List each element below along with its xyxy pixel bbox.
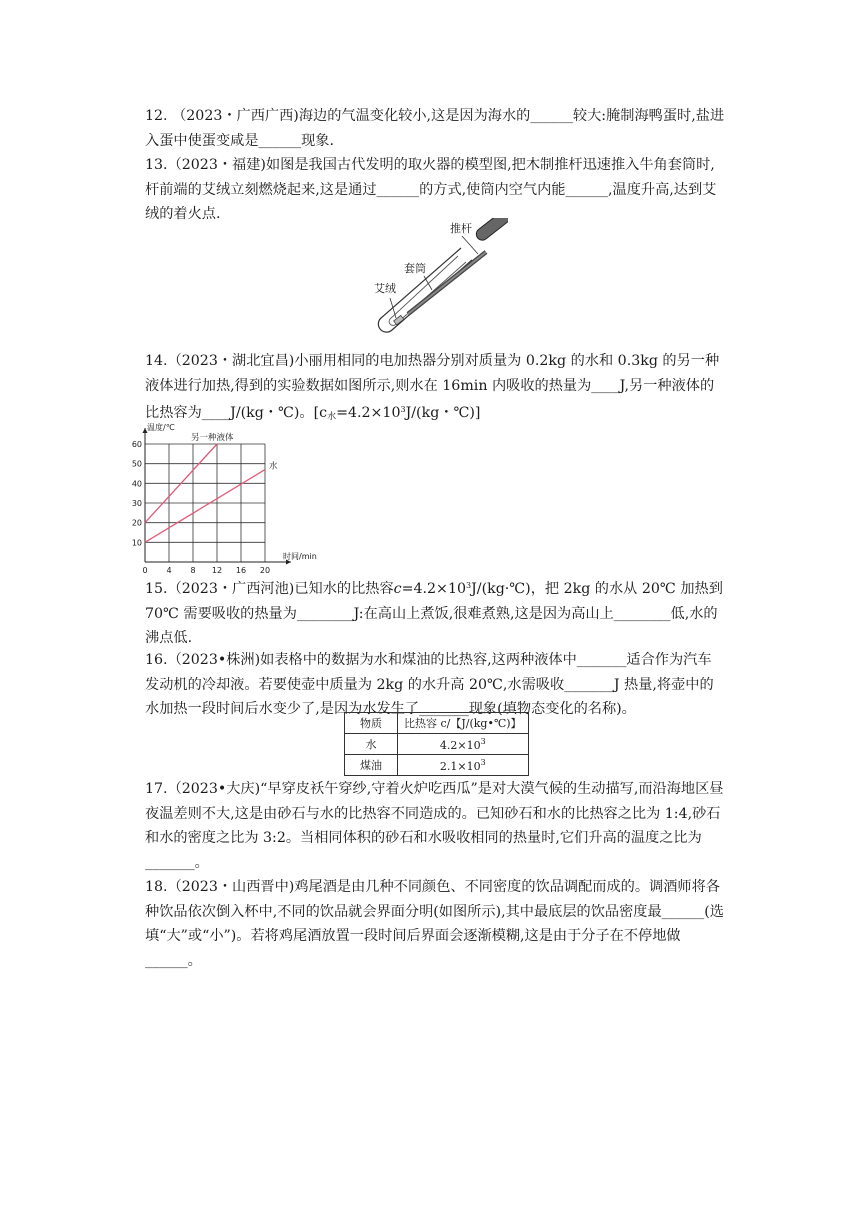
y-tick-label: 50 [131,459,142,469]
table-value-exponent: 3 [480,757,486,767]
series-label: 另一种液体 [191,433,234,443]
x-tick-label: 0 [142,566,148,574]
table-value: 4.2×10 [439,738,481,752]
question-13: 13.（2023・福建)如图是我国古代发明的取火器的模型图,把木制推杆迅速推入牛角套筒时,杆前端的艾绒立刻燃烧起来,这是通过______的方式,使筒内空气内能______,温度升高,达到艾绒的着火点. [145,157,717,222]
series-label: 水 [269,461,278,472]
table-value: 2.1×10 [439,759,481,773]
fire-piston-figure [368,218,508,346]
y-tick-label: 60 [131,440,142,449]
table-cell: 水 [345,734,398,755]
chart-labels [147,422,317,561]
x-tick-label: 20 [259,566,271,574]
q15-superscript: 3 [466,581,472,590]
x-axis-label: 时间/min [283,552,317,561]
series-line [145,470,265,543]
label-push-rod: 推杆 [450,222,472,235]
question-16: 16.（2023•株洲)如表格中的数据为水和煤油的比热容,这两种液体中_______适合作为汽车发动机的冷却液。若要使壶中质量为 2kg 的水升高 20℃,水需吸收_______J 热量,将壶中的水加热一段时间后水变少了,是因为水发生了_______现象(填物态变化的名称)。 [145,652,714,717]
q14-text: 14.（2023・湖北宜昌)小丽用相同的电加热器分别对质量为 0.2kg 的水和 0.3kg 的另一种液体进行加热,得到的实验数据如图所示,则水在 16min 内吸收的热量为____J,另一种液体的比热容为____J/(kg・℃)。[c [145,353,720,421]
label-tinder: 艾绒 [374,282,396,295]
q14-superscript: 3 [400,405,406,414]
table-header-cell: 物质 [345,713,398,734]
q15-symbol-c: c [393,581,402,597]
question-14 [145,349,725,430]
y-tick-label: 20 [131,518,142,528]
label-sleeve: 套筒 [404,262,426,275]
q14-subscript: 水 [327,412,337,422]
table-cell: 煤油 [345,755,398,776]
tinder [394,315,404,324]
chart-ticks [132,440,270,574]
table-cell [398,755,529,776]
question-17: 17.（2023•大庆)“早穿皮袄午穿纱,守着火炉吃西瓜”是对大漠气候的生动描写,而沿海地区昼夜温差则不大,这是由砂石与水的比热容不同造成的。已知砂石和水的比热容之比为 1:4,砂石和水的密度之比为 3:2。当相同体积的砂石和水吸收相同的热量时,它们升高的温度之比为_______。 [145,781,724,871]
table-row [345,734,529,755]
question-12: 12. （2023・广西广西)海边的气温变化较小,这是因为海水的______较大:腌制海鸭蛋时,盐进入蛋中使蛋变咸是______现象. [145,108,725,149]
x-tick-label: 4 [166,566,172,574]
q14-value: =4.2×10 [336,405,401,421]
question-18: 18.（2023・山西晋中)鸡尾酒是由几种不同颜色、不同密度的饮品调配而成的。调酒师将各种饮品依次倒入杯中,不同的饮品就会界面分明(如图所示),其中最底层的饮品密度最______(选填“大”或“小”)。若将鸡尾酒放置一段时间后界面会逐渐模糊,这是由于分子在不停地做______。 [145,879,724,969]
y-tick-label: 40 [131,479,142,489]
table-value-exponent: 3 [480,736,486,746]
q15-text: 15.（2023・广西河池)已知水的比热容 [145,581,394,597]
x-tick-label: 12 [211,566,223,574]
y-tick-label: 30 [131,499,142,508]
table-cell [398,734,529,755]
temperature-time-chart [125,422,325,574]
specific-heat-table [344,712,529,776]
y-tick-label: 10 [131,538,142,548]
table-header-cell: 比热容 c/【J/(kg•℃)】 [398,713,529,734]
question-15 [145,574,725,651]
q15-value: =4.2×10 [401,581,467,597]
y-axis-label: 温度/℃ [147,423,175,432]
x-tick-label: 8 [190,566,196,574]
x-tick-label: 16 [235,566,247,574]
chart-series [145,444,265,542]
q15-rest: J/(kg·℃)，把 2kg 的水从 20℃ 加热到 70℃ 需要吸收的热量为________J:在高山上煮饭,很难煮熟,这是因为高山上________低,水的沸点低. [145,581,723,646]
table-header-row [345,713,529,734]
table-row [345,755,529,776]
q14-unit: J/(kg・℃)] [405,405,481,421]
